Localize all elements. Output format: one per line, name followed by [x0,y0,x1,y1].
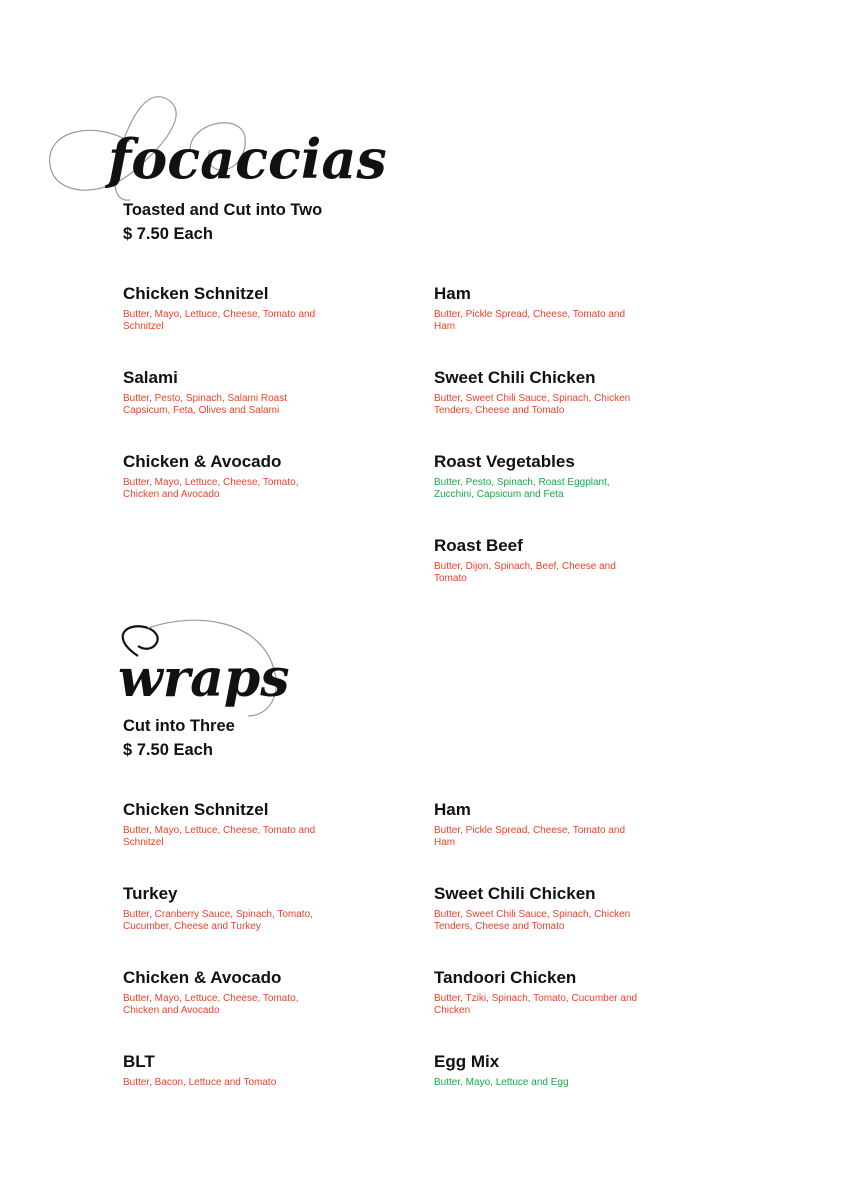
wrap-item-turkey [123,883,383,933]
item-description: Butter, Mayo, Lettuce, Cheese, Tomato, Chicken and Avocado [123,993,299,1016]
wrap-item-sweet-chili-chicken [434,883,694,933]
focaccia-item-chicken-schnitzel [123,283,383,333]
item-name: Ham [434,284,471,303]
item-name: Chicken Schnitzel [123,800,269,819]
item-name: Turkey [123,884,178,903]
wrap-item-tandoori-chicken [434,967,694,1017]
wraps-subtitle: Cut into Three [123,717,235,735]
item-description: Butter, Dijon, Spinach, Beef, Cheese and Tomato [434,561,616,584]
wrap-item-chicken-schnitzel [123,799,383,849]
item-description: Butter, Pickle Spread, Cheese, Tomato and Ham [434,309,626,332]
item-description: Butter, Sweet Chili Sauce, Spinach, Chicken Tenders, Cheese and Tomato [434,909,631,932]
focaccia-item-ham [434,283,694,333]
item-name: Salami [123,368,178,387]
item-description: Butter, Mayo, Lettuce, Cheese, Tomato and Schnitzel [123,309,316,332]
focaccia-item-sweet-chili-chicken [434,367,694,417]
item-name: Chicken Schnitzel [123,284,269,303]
focaccias-title-text: focaccias [108,127,387,191]
item-name: Sweet Chili Chicken [434,368,596,387]
focaccia-item-chicken-avocado [123,451,383,501]
item-name: Egg Mix [434,1052,500,1071]
wrap-item-chicken-avocado [123,967,383,1017]
wrap-item-blt [123,1051,383,1089]
item-description: Butter, Pickle Spread, Cheese, Tomato and Ham [434,825,626,848]
item-description: Butter, Pesto, Spinach, Salami Roast Capsicum, Feta, Olives and Salami [123,393,287,416]
focaccias-title [40,90,387,210]
item-name: Ham [434,800,471,819]
item-description: Butter, Pesto, Spinach, Roast Eggplant, Zucchini, Capsicum and Feta [434,477,610,500]
focaccias-price: $ 7.50 Each [123,225,213,243]
focaccia-item-roast-beef [434,535,694,585]
wraps-title-text: wraps [118,648,290,709]
item-name: Tandoori Chicken [434,968,577,987]
wrap-item-ham [434,799,694,849]
item-name: Roast Beef [434,536,523,555]
wraps-title-flourish [108,616,298,726]
focaccias-title-flourish [40,90,387,210]
item-description: Butter, Cranberry Sauce, Spinach, Tomato, Cucumber, Cheese and Turkey [123,909,313,932]
wraps-price: $ 7.50 Each [123,741,213,759]
focaccia-item-roast-vegetables [434,451,694,501]
item-name: BLT [123,1052,155,1071]
wraps-title [108,616,298,726]
focaccias-subtitle: Toasted and Cut into Two [123,201,323,219]
item-name: Chicken & Avocado [123,452,282,471]
item-name: Roast Vegetables [434,452,575,471]
item-description: Butter, Mayo, Lettuce, Cheese, Tomato, Chicken and Avocado [123,477,299,500]
item-name: Chicken & Avocado [123,968,282,987]
item-name: Sweet Chili Chicken [434,884,596,903]
item-description: Butter, Tziki, Spinach, Tomato, Cucumber and Chicken [434,993,638,1016]
item-description: Butter, Sweet Chili Sauce, Spinach, Chicken Tenders, Cheese and Tomato [434,393,631,416]
wrap-item-egg-mix [434,1051,694,1089]
item-description: Butter, Bacon, Lettuce and Tomato [123,1077,277,1088]
item-description: Butter, Mayo, Lettuce and Egg [434,1077,569,1088]
item-description: Butter, Mayo, Lettuce, Cheese, Tomato and Schnitzel [123,825,316,848]
focaccia-item-salami [123,367,383,417]
